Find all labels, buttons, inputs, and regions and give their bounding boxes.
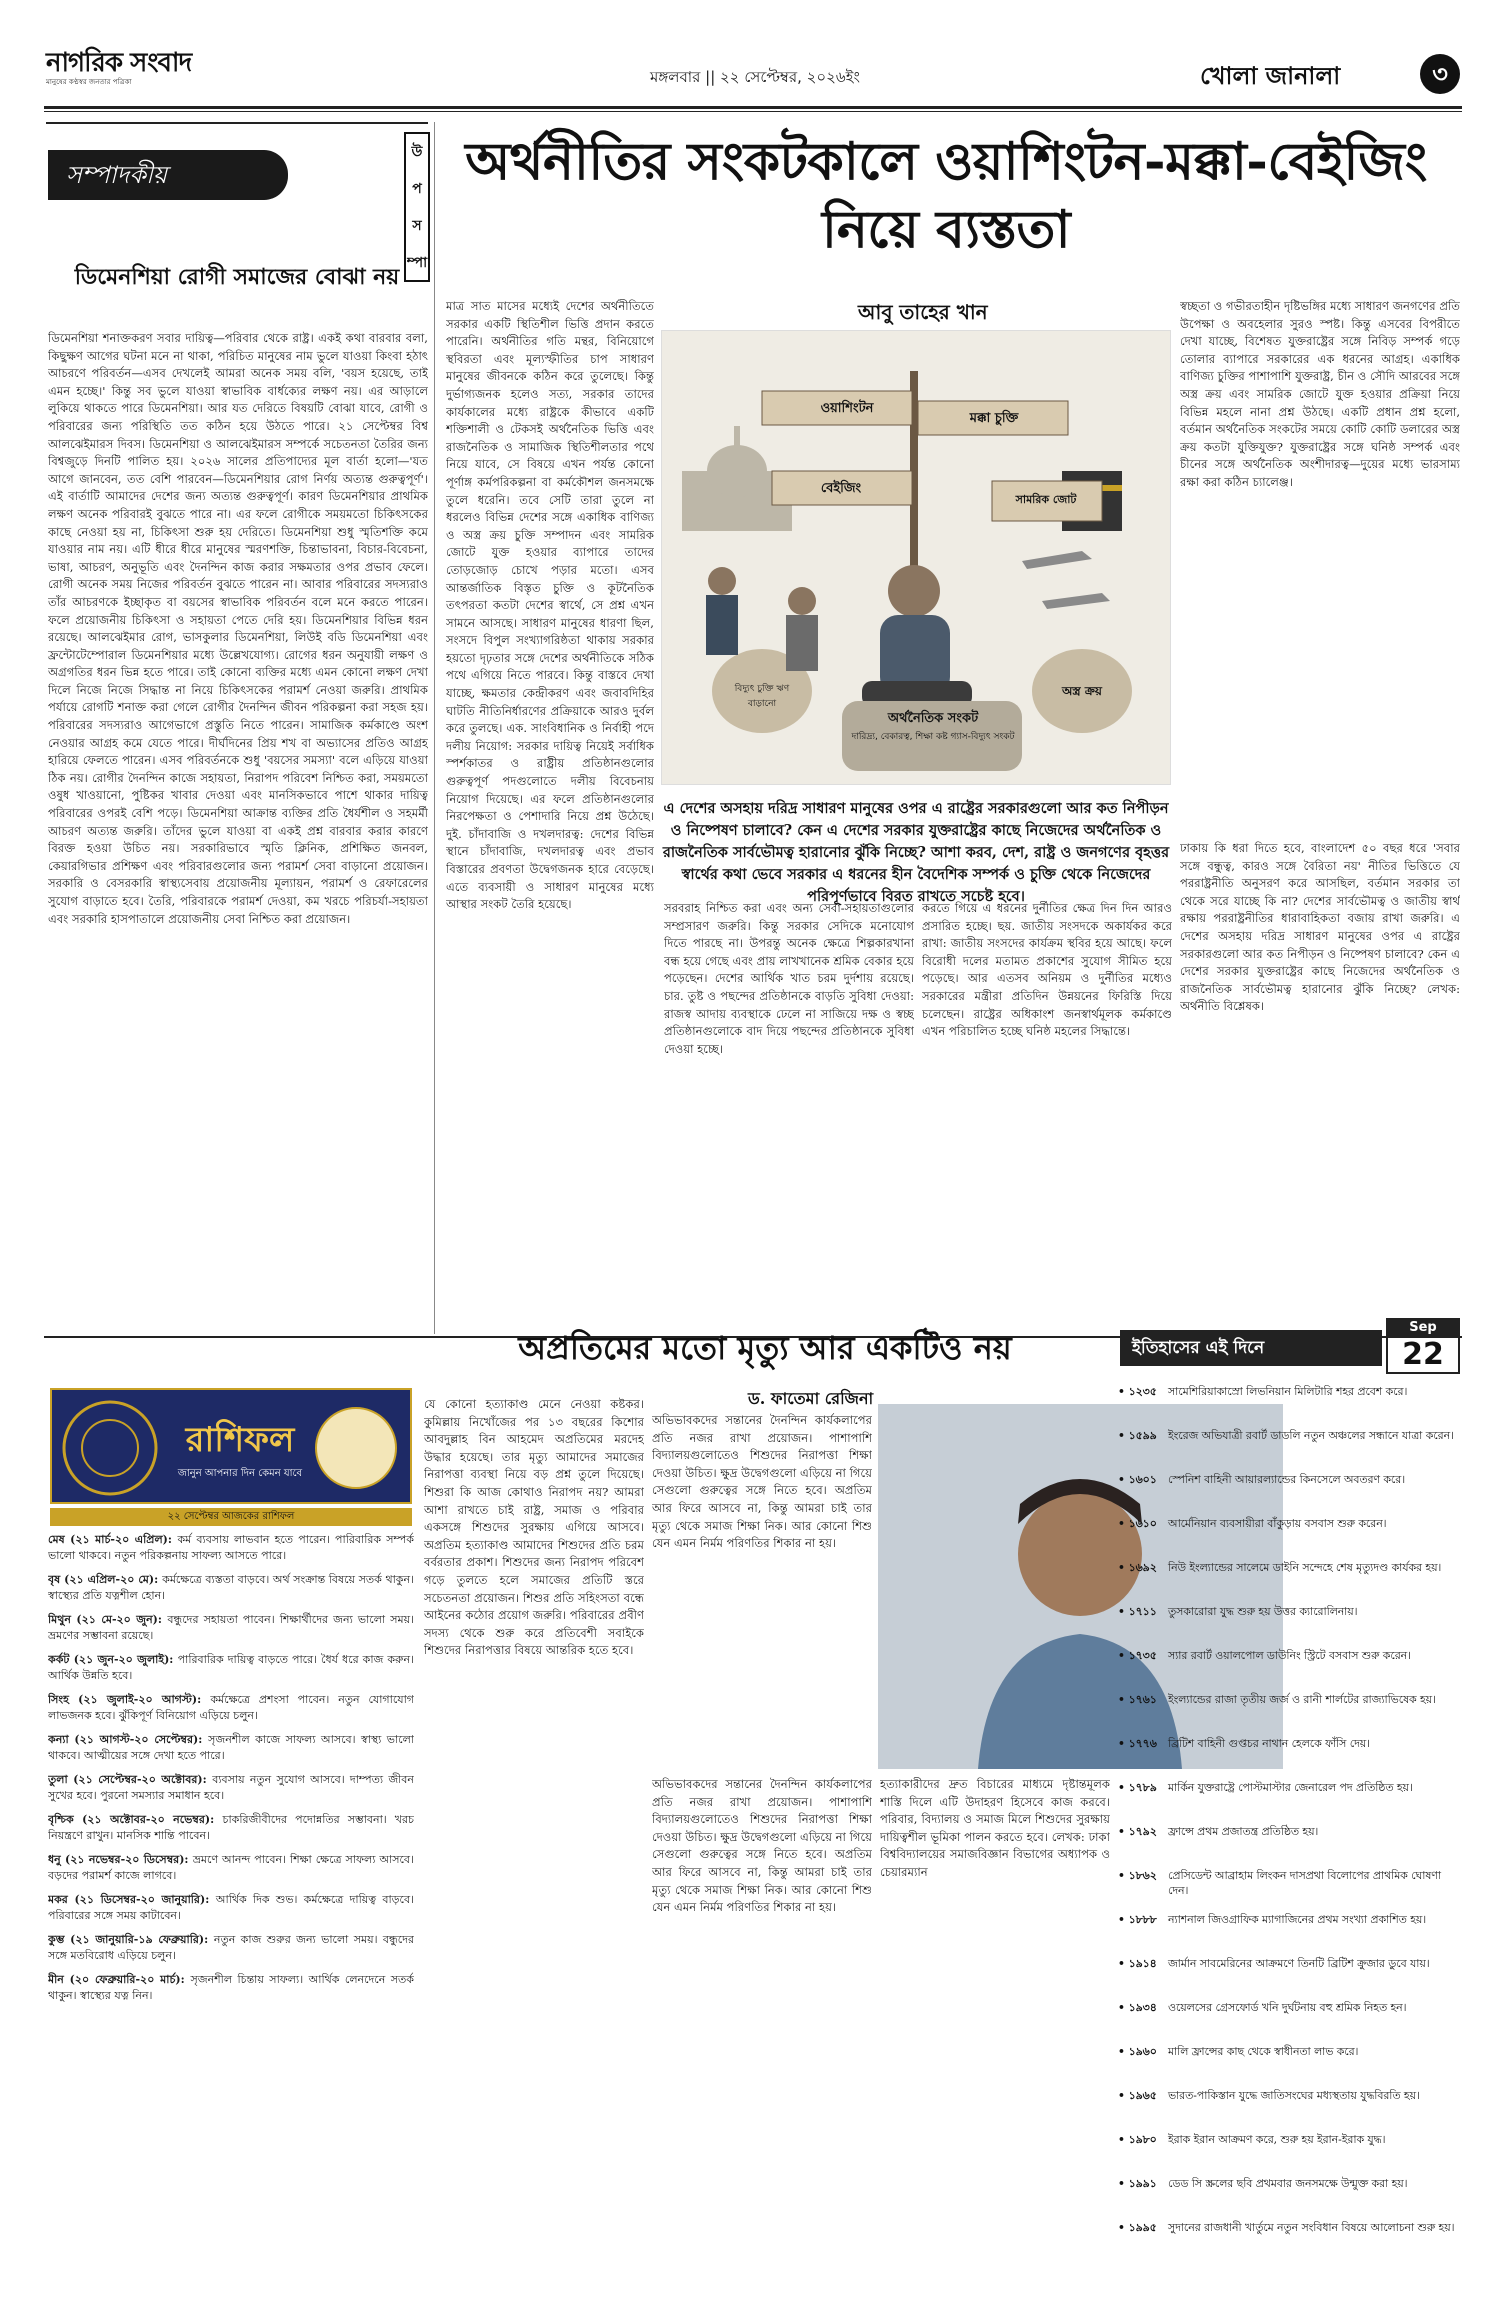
horoscope-text: সৃজনশীল কাজে সাফল্য আসবে। স্বাস্থ্য ভালো থাকবে। আত্মীয়ের সঙ্গে দেখা হতে পারে। bbox=[48, 1733, 414, 1762]
zodiac-sign: মকর (২১ ডিসেম্বর-২০ জানুয়ারি): bbox=[48, 1893, 216, 1906]
horoscope-entry bbox=[48, 1852, 414, 1884]
horoscope-text: কর্মক্ষেত্রে প্রশংসা পাবেন। নতুন যোগাযোগ লাভজনক হবে। ঝুঁকিপূর্ণ বিনিয়োগ এড়িয়ে চলুন। bbox=[48, 1693, 414, 1722]
zodiac-sign: মীন (২০ ফেব্রুয়ারি-২০ মার্চ): bbox=[48, 1973, 191, 1986]
logo-slogan: মানুষের কণ্ঠস্বর জনতার পত্রিকা bbox=[46, 78, 132, 86]
horoscope-entry bbox=[48, 1892, 414, 1924]
official-figure bbox=[708, 567, 736, 595]
history-text: স্পেনিশ বাহিনী আয়ারল্যান্ডের কিনসেলে অবতরণ করে। bbox=[1168, 1473, 1406, 1486]
editorial-top-rule bbox=[46, 122, 428, 124]
second-col-3: হত্যাকারীদের দ্রুত বিচারের মাধ্যমে দৃষ্টান্তমূলক শাস্তি দিলে এটি উদাহরণ হিসেবে কাজ করবে। পরিবার, বিদ্যালয় ও সমাজ মিলে শিশুদের সুরক্ষায় দায়িত্বশীল ভূমিকা পালন করতে হবে। লেখক: ঢাকা বিশ্ববিদ্যালয়ের সমাজবিজ্ঞান বিভাগের অধ্যাপক ও চেয়ারম্যান bbox=[880, 1777, 1110, 1879]
masthead-rule-thin bbox=[44, 111, 1462, 112]
second-col-1: যে কোনো হত্যাকাণ্ড মেনে নেওয়া কষ্টকর। কুমিল্লায় নিখোঁজের পর ১৩ বছরের কিশোর আবদুল্লাহ বিন আহমেদ অপ্রতিমের মরদেহ উদ্ধার হয়েছে। তার মৃত্যু আমাদের সমাজের নিরাপত্তা ব্যবস্থা নিয়ে বড় প্রশ্ন তুলে দিয়েছে। শিশুরা কি আজ কোথাও নিরাপদ নয়? আমরা আশা রাখতে চাই রাষ্ট্র, সমাজ ও পরিবার একসঙ্গে শিশুদের সুরক্ষায় এগিয়ে আসবে। অপ্রতিম হত্যাকাণ্ড আমাদের শিশুদের প্রতি চরম বর্বরতার প্রকাশ। শিশুদের জন্য নিরাপদ পরিবেশ গড়ে তুলতে হলে সমাজের প্রতিটি স্তরে সচেতনতা প্রয়োজন। শিশুর প্রতি সহিংসতা বন্ধে আইনের কঠোর প্রয়োগ জরুরি। পরিবারের প্রবীণ সদস্য থেকে শুরু করে প্রতিবেশী সবাইকে শিশুদের নিরাপত্তার বিষয়ে আন্তরিক হতে হবে। bbox=[424, 1397, 644, 1658]
history-text: মালি ফ্রান্সের কাছ থেকে স্বাধীনতা লাভ করে। bbox=[1168, 2045, 1359, 2058]
history-event bbox=[1118, 2220, 1462, 2235]
main-col-2: সরবরাহ নিশ্চিত করা এবং অন্য সেবা-সহায়তাগুলোর সম্প্রসারণ জরুরি। কিন্তু সরকার সেদিকে মনোযোগ দিতে পারছে না। উপরন্তু অনেক ক্ষেত্রে শিল্পকারখানা বন্ধ হয়ে গেছে এবং প্রায় লাখখানেক শ্রমিক বেকার হয়ে পড়েছেন। দেশের আর্থিক খাত চরম দুর্দশায় রয়েছে। চার. তুষ্ট ও পছন্দের প্রতিষ্ঠানকে বাড়তি সুবিধা দেওয়া: রাজস্ব আদায় ব্যবস্থাকে ঢেলে না সাজিয়ে দক্ষ ও স্বচ্ছ প্রতিষ্ঠানগুলোকে বাদ দিয়ে পছন্দের প্রতিষ্ঠানকে সুবিধা দেওয়া হচ্ছে। bbox=[664, 901, 914, 1056]
main-col-3: করতে গিয়ে এ ধরনের দুর্নীতির ক্ষেত্র দিন দিন আরও প্রসারিত হচ্ছে। ছয়. জাতীয় সংসদকে অকার্যকর করে রাখা: জাতীয় সংসদের কার্যক্রম স্থবির হয়ে আছে। ফলে বিরোধী দলের মতামত প্রকাশের সুযোগ সীমিত হয়ে পড়েছে। আর এতসব অনিয়ম ও দুর্নীতির মধ্যেও সরকারের মন্ত্রীরা প্রতিদিন উন্নয়নের ফিরিস্তি দিয়ে চলেছেন। রাষ্ট্রের অধিকাংশ জনস্বার্থমূলক কর্মকাণ্ডে এখন পরিচালিত হচ্ছে ঘনিষ্ঠ মহলের সিদ্ধান্তে। bbox=[922, 901, 1172, 1039]
sign-label: বেইজিং bbox=[820, 481, 862, 496]
history-text: ইংল্যান্ডের রাজা তৃতীয় জর্জ ও রানী শার্লটের রাজ্যাভিষেক হয়। bbox=[1168, 1693, 1436, 1706]
history-event bbox=[1118, 1692, 1462, 1707]
calendar-month: Sep bbox=[1388, 1320, 1458, 1336]
calendar-day: 22 bbox=[1402, 1337, 1444, 1372]
bag-label: অস্ত্র ক্রয় bbox=[1062, 684, 1102, 698]
history-event bbox=[1118, 1560, 1462, 1575]
history-event bbox=[1118, 2176, 1462, 2191]
main-headline: অর্থনীতির সংকটকালে ওয়াশিংটন-মক্কা-বেইজিং নিয়ে ব্যস্ততা bbox=[465, 131, 1427, 260]
page-number: ৩ bbox=[1420, 54, 1460, 94]
second-col-2: অভিভাবকদের সন্তানের দৈনন্দিন কার্যকলাপের প্রতি নজর রাখা প্রয়োজন। পাশাপাশি বিদ্যালয়গুলোতেও শিশুদের নিরাপত্তা শিক্ষা দেওয়া উচিত। ক্ষুদ্র উদ্বেগগুলো এড়িয়ে না গিয়ে সেগুলো গুরুত্বের সঙ্গে নিতে হবে। অপ্রতিম আর ফিরে আসবে না, কিন্তু আমরা চাই তার মৃত্যু থেকে সমাজ শিক্ষা নিক। আর কোনো শিশু যেন এমন নির্মম পরিণতির শিকার না হয়। bbox=[652, 1413, 872, 1551]
horoscope-text: আর্থিক দিক শুভ। কর্মক্ষেত্রে দায়িত্ব বাড়বে। পরিবারের সঙ্গে সময় কাটাবেন। bbox=[48, 1893, 414, 1922]
editorial-headline: ডিমেনশিয়া রোগী সমাজের বোঝা নয় bbox=[74, 264, 400, 290]
tag-letter: ম্পা bbox=[406, 255, 428, 271]
tag-letter: স bbox=[412, 218, 422, 234]
history-year: • ১৯৯৫ bbox=[1118, 2221, 1157, 2234]
main-illustration bbox=[661, 330, 1171, 785]
history-year: • ১৭৬১ bbox=[1118, 1693, 1157, 1706]
history-event bbox=[1118, 1956, 1462, 1971]
zodiac-sign: তুলা (২১ সেপ্টেম্বর-২০ অক্টোবর): bbox=[48, 1773, 213, 1786]
history-event bbox=[1118, 2044, 1462, 2059]
sign-label: মক্কা চুক্তি bbox=[969, 411, 1019, 426]
sign-label: সামরিক জোট bbox=[1015, 493, 1077, 506]
history-event bbox=[1118, 1604, 1462, 1619]
newspaper-logo bbox=[46, 48, 200, 100]
history-event bbox=[1118, 1780, 1462, 1795]
history-text: ওয়েলসের গ্রেসফোর্ড খনি দুর্ঘটনায় বহু শ্রমিক নিহত হন। bbox=[1168, 2001, 1407, 2014]
horoscope-text: কর্মক্ষেত্রে ব্যস্ততা বাড়বে। অর্থ সংক্রান্ত বিষয়ে সতর্ক থাকুন। স্বাস্থ্যের প্রতি যত্নশীল হোন। bbox=[48, 1573, 414, 1602]
history-event bbox=[1118, 1384, 1462, 1399]
editorial-banner: সম্পাদকীয় bbox=[48, 150, 288, 200]
history-year: • ১৯১৪ bbox=[1118, 1957, 1157, 1970]
zodiac-sign: ধনু (২১ নভেম্বর-২০ ডিসেম্বর): bbox=[48, 1853, 193, 1866]
history-text: সুদানের রাজধানী খার্তুমে নতুন সংবিধান বিষয়ে আলোচনা শুরু হয়। bbox=[1168, 2221, 1455, 2234]
stone-sublabel: দারিদ্র্য, বেকারত্ব, শিক্ষা কষ্ট গ্যাস-বিদ্যুৎ সংকট bbox=[851, 732, 1015, 742]
second-headline: অপ্রতিমের মতো মৃত্যু আর একটিও নয় bbox=[518, 1329, 1012, 1367]
history-text: ডেড সি স্ক্রলের ছবি প্রথমবার জনসমক্ষে উন্মুক্ত করা হয়। bbox=[1168, 2177, 1408, 2190]
history-year: • ১৭৭৬ bbox=[1118, 1737, 1157, 1750]
history-text: ইংরেজ অভিযাত্রী রবার্ট ডাডলি নতুন অঞ্চলের সন্ধানে যাত্রা করেন। bbox=[1168, 1429, 1454, 1442]
horoscope-text: ব্যবসায় নতুন সুযোগ আসবে। দাম্পত্য জীবন সুখের হবে। পুরনো সমস্যার সমাধান হবে। bbox=[48, 1773, 414, 1802]
history-text: ফ্রান্সে প্রথম প্রজাতন্ত্র প্রতিষ্ঠিত হয়। bbox=[1168, 1825, 1319, 1838]
horoscope-text: নতুন কাজ শুরুর জন্য ভালো সময়। বন্ধুদের সঙ্গে মতবিরোধ এড়িয়ে চলুন। bbox=[48, 1933, 414, 1962]
history-event bbox=[1118, 2088, 1462, 2103]
history-text: সামেশিরিয়াকাস্রো লিভনিয়ান মিলিটারি শহর প্রবেশ করে। bbox=[1168, 1385, 1408, 1398]
horoscope-text: চাকরিজীবীদের পদোন্নতির সম্ভাবনা। খরচ নিয়ন্ত্রণে রাখুন। মানসিক শান্তি পাবেন। bbox=[48, 1813, 414, 1842]
history-event bbox=[1118, 1824, 1462, 1839]
zodiac-sign: মিথুন (২১ মে-২০ জুন): bbox=[48, 1613, 168, 1626]
history-year: • ১৬১০ bbox=[1118, 1517, 1157, 1530]
horoscope-entry bbox=[48, 1532, 414, 1564]
zodiac-sign: কর্কট (২১ জুন-২০ জুলাই): bbox=[48, 1653, 178, 1666]
masthead-rule bbox=[44, 106, 1462, 109]
horoscope-entry bbox=[48, 1572, 414, 1604]
date-line: মঙ্গলবার || ২২ সেপ্টেম্বর, ২০২৬ইং bbox=[650, 68, 860, 86]
history-year: • ১৭১১ bbox=[1118, 1605, 1157, 1618]
history-year: • ১৯৩৪ bbox=[1118, 2001, 1157, 2014]
horoscope-entry bbox=[48, 1812, 414, 1844]
horoscope-text: পারিবারিক দায়িত্ব বাড়তে পারে। ধৈর্য ধরে কাজ করুন। আর্থিক উন্নতি হবে। bbox=[48, 1653, 414, 1682]
history-text: ইরাক ইরান আক্রমণ করে, শুরু হয় ইরান-ইরাক যুদ্ধ। bbox=[1168, 2133, 1386, 2146]
zodiac-sign: সিংহ (২১ জুলাই-২০ আগস্ট): bbox=[48, 1693, 211, 1706]
horoscope-entry bbox=[48, 1692, 414, 1724]
horoscope-text: কর্ম ব্যবসায় লাভবান হতে পারেন। পারিবারিক সম্পর্ক ভালো থাকবে। নতুন পরিকল্পনায় সাফল্য আসতে পারে। bbox=[48, 1533, 414, 1562]
section-title: খোলা জানালা bbox=[1200, 62, 1341, 90]
sign-label: ওয়াশিংটন bbox=[820, 401, 874, 416]
horoscope-entry bbox=[48, 1932, 414, 1964]
history-event bbox=[1118, 1648, 1462, 1663]
official-figure bbox=[788, 587, 816, 615]
horoscope-strip: ২২ সেপ্টেম্বর আজকের রাশিফল bbox=[50, 1508, 412, 1526]
logo-text: নাগরিক সংবাদ bbox=[46, 48, 192, 78]
history-event bbox=[1118, 1516, 1462, 1531]
history-text: মার্কিন যুক্তরাষ্ট্রে পোস্টমাস্টার জেনারেল পদ প্রতিষ্ঠিত হয়। bbox=[1168, 1781, 1413, 1794]
zodiac-sign: বৃষ (২১ এপ্রিল-২০ মে): bbox=[48, 1573, 163, 1586]
tag-letter: উ bbox=[411, 144, 423, 160]
history-text: স্যার রবার্ট ওয়ালপোল ডাউনিং স্ট্রিটে বসবাস শুরু করেন। bbox=[1168, 1649, 1411, 1662]
history-text: আর্মেনিয়ান ব্যবসায়ীরা বাঁকুড়ায় বসবাস শুরু করেন। bbox=[1168, 1517, 1387, 1530]
history-text: ন্যাশনাল জিওগ্রাফিক ম্যাগাজিনের প্রথম সংখ্যা প্রকাশিত হয়। bbox=[1168, 1913, 1427, 1926]
zodiac-sign: কন্যা (২১ আগস্ট-২০ সেপ্টেম্বর): bbox=[48, 1733, 209, 1746]
section-tag-vertical bbox=[404, 132, 430, 282]
history-text: তুসকারোরা যুদ্ধ শুরু হয় উত্তর ক্যারোলিনায়। bbox=[1168, 1605, 1358, 1618]
horoscope-subtitle: জানুন আপনার দিন কেমন যাবে bbox=[177, 1468, 303, 1479]
history-year: • ১৯৬৫ bbox=[1118, 2089, 1157, 2102]
history-year: • ১৫৯৯ bbox=[1118, 1429, 1157, 1442]
second-byline: ড. ফাতেমা রেজিনা bbox=[748, 1389, 874, 1408]
editorial-body: ডিমেনশিয়া শনাক্তকরণ সবার দায়িত্ব—পরিবার থেকে রাষ্ট্র। একই কথা বারবার বলা, কিছুক্ষণ আগের ঘটনা মনে না থাকা, পরিচিত মানুষের নাম ভুলে যাওয়া কিংবা হঠাৎ আচরণে পরিবর্তন—এসব দেখলেই আমরা অনেক সময় বলি, 'বয়স হয়েছে, তাই এমন হচ্ছে।' কিন্তু সব ভুলে যাওয়া স্বাভাবিক বার্ধক্যের লক্ষণ নয়। এর আড়ালে লুকিয়ে থাকতে পারে ডিমেনশিয়া। আর যত দেরিতে বিষয়টি বোঝা যাবে, রোগী ও পরিবারের জন্য পরিস্থিতি তত কঠিন হয়ে উঠতে পারে। ২১ সেপ্টেম্বর বিশ্ব আলঝেইমারস দিবস। ডিমেনশিয়া ও আলঝেইমারস সম্পর্কে সচেতনতা তৈরির জন্য বিশ্বজুড়ে দিনটি পালিত হয়। ২০২৬ সালের প্রতিপাদ্যের মূল বার্তা হলো—'যত আগে জানবেন, তত বেশি পারবেন—ডিমেনশিয়ার রোগ নির্ণয় অত্যন্ত গুরুত্বপূর্ণ'। এই বার্তাটি আমাদের দেশের জন্য অত্যন্ত গুরুত্বপূর্ণ। কারণ ডিমেনশিয়ার প্রাথমিক লক্ষণ অনেক পরিবারই বুঝতে পারে না। এর ফলে রোগীকে সময়মতো চিকিৎসকের কাছে নেওয়া হয় না, চিকিৎসা শুরু হয় দেরিতে। ডিমেনশিয়া শুধু স্মৃতিশক্তি কমে যাওয়ার নাম নয়। এটি ধীরে ধীরে মানুষের স্মরণশক্তি, চিন্তাভাবনা, বিচার-বিবেচনা, ভাষা, আচরণ, অনুভূতি এবং দৈনন্দিন কাজ করার সক্ষমতার ওপর প্রভাব ফেলে। রোগী অনেক সময় নিজের পরিবর্তন বুঝতে পারেন না। আবার পরিবারের সদস্যরাও তাঁর আচরণকে ইচ্ছাকৃত বা বয়সের স্বাভাবিক পরিবর্তন বলে মনে করতে পারেন। ফলে প্রয়োজনীয় চিকিৎসা ও সহায়তা পেতে দেরি হয়। ডিমেনশিয়ার বিভিন্ন ধরন রয়েছে। আলঝেইমার রোগ, ভাসকুলার ডিমেনশিয়া, লিউই বডি ডিমেনশিয়া এবং ফ্রন্টোটেম্পোরাল ডিমেনশিয়ার মধ্যে উল্লেখযোগ্য। রোগের ধরন অনুযায়ী লক্ষণ ও অগ্রগতির ধরন ভিন্ন হতে পারে। তাই কোনো ব্যক্তির মধ্যে এমন কোনো লক্ষণ দেখা দিলে নিজে নিজে সিদ্ধান্ত না নিয়ে চিকিৎসকের পরামর্শ নেওয়া জরুরি। প্রাথমিক পর্যায়ে রোগটি শনাক্ত করা গেলে রোগীর দৈনন্দিন জীবন পরিকল্পনা করা সহজ হয়। পরিবারের সদস্যরাও আগেভাগে প্রস্তুতি নিতে পারেন। সামাজিক কর্মকাণ্ডে অংশ নেওয়ার আগ্রহ কমে যেতে পারে। দীর্ঘদিনের প্রিয় শখ বা অভ্যাসের প্রতিও আগ্রহ হারিয়ে ফেলতে পারেন। এসব পরিবর্তনকে শুধু 'বয়সের সমস্যা' বলে এড়িয়ে যাওয়া ঠিক নয়। রোগীর দৈনন্দিন কাজে সহায়তা, নিরাপদ পরিবেশ নিশ্চিত করা, সময়মতো ওষুধ খাওয়ানো, পুষ্টিকর খাবার দেওয়া এবং মানসিকভাবে পাশে থাকার দায়িত্ব পরিবারের ওপরই বেশি পড়ে। ডিমেনশিয়া আক্রান্ত ব্যক্তির প্রতি ধৈর্যশীল ও সহমর্মী আচরণ অত্যন্ত জরুরি। তাঁদের ভুলে যাওয়া বা একই প্রশ্ন বারবার করার কারণে বিরক্ত হওয়া উচিত নয়। সরকারিভাবে স্মৃতি ক্লিনিক, প্রশিক্ষিত জনবল, কেয়ারগিভার প্রশিক্ষণ এবং পরিবারগুলোর জন্য পরামর্শ সেবা বাড়ানো প্রয়োজন। সরকারি ও বেসরকারি স্বাস্থ্যসেবায় প্রয়োজনীয় মূল্যায়ন, পরামর্শ ও রেফারেলের সুযোগ বাড়াতে হবে। তৈরি, পরিবারকে পরামর্শ দেওয়া, কম খরচে পরিচর্যা-সহায়তা এবং সরকারি হাসপাতালে প্রয়োজনীয় সেবা নিশ্চিত করা প্রয়োজন। bbox=[48, 331, 428, 926]
second-col-2b: অভিভাবকদের সন্তানের দৈনন্দিন কার্যকলাপের প্রতি নজর রাখা প্রয়োজন। পাশাপাশি বিদ্যালয়গুলোতেও শিশুদের নিরাপত্তা শিক্ষা দেওয়া উচিত। ক্ষুদ্র উদ্বেগগুলো এড়িয়ে না গিয়ে সেগুলো গুরুত্বের সঙ্গে নিতে হবে। অপ্রতিম আর ফিরে আসবে না, কিন্তু আমরা চাই তার মৃত্যু থেকে সমাজ শিক্ষা নিক। আর কোনো শিশু যেন এমন নির্মম পরিণতির শিকার না হয়। bbox=[652, 1777, 872, 1915]
horoscope-entry bbox=[48, 1772, 414, 1804]
bag-label: বিদ্যুৎ চুক্তি ঋণ বাড়ানো bbox=[734, 684, 790, 709]
main-col-1: মাত্র সাত মাসের মধ্যেই দেশের অর্থনীতিতে সরকার একটি স্থিতিশীল ভিত্তি প্রদান করতে পারেনি। অর্থনীতির গতি মন্থর, বিনিয়োগে স্থবিরতা এবং মূল্যস্ফীতির চাপ সাধারণ মানুষের জীবনকে কঠিন করে তুলেছে। কিন্তু দুর্ভাগ্যজনক হলেও সত্য, সরকার তাদের কার্যকালের মধ্যে রাষ্ট্রকে কীভাবে একটি শক্তিশালী ও টেকসই অর্থনৈতিক ভিত্তি এবং রাজনৈতিক ও সামাজিক স্থিতিশীলতার পথে নিয়ে যাবে, সে বিষয়ে এখন পর্যন্ত কোনো পূর্ণাঙ্গ কর্মপরিকল্পনা বা কর্মকৌশল জনসমক্ষে তুলে ধরেনি। তবে সেটি তারা তুলে না ধরলেও বিভিন্ন দেশের সঙ্গে একাধিক বাণিজ্য ও অস্ত্র ক্রয় চুক্তি সম্পাদন এবং সামরিক জোটে যুক্ত হওয়ার ব্যাপারে তাদের তোড়জোড় চোখে পড়ার মতো। এসব আন্তর্জাতিক বিস্তৃত চুক্তি ও কূটনৈতিক তৎপরতা কতটা দেশের স্বার্থে, সে প্রশ্ন এখন সামনে আসছে। সাধারণ মানুষের ধারণা ছিল, সংসদে বিপুল সংখ্যাগরিষ্ঠতা থাকায় সরকার হয়তো দৃঢ়তার সঙ্গে দেশের অর্থনীতিকে সঠিক পথে এগিয়ে নিতে পারবে। কিন্তু বাস্তবে দেখা যাচ্ছে, ক্ষমতার কেন্দ্রীকরণ এবং জবাবদিহির ঘাটতি নীতিনির্ধারণের প্রক্রিয়াকে আরও দুর্বল করে তুলছে। এক. সাংবিধানিক ও নির্বাহী পদে দলীয় নিয়োগ: সরকার দায়িত্ব নিয়েই সর্বাধিক স্পর্শকাতর ও রাষ্ট্রীয় প্রতিষ্ঠানগুলোর গুরুত্বপূর্ণ পদগুলোতে দলীয় বিবেচনায় নিয়োগ দিয়েছে। এর ফলে প্রতিষ্ঠানগুলোর নিরপেক্ষতা ও পেশাদারি নিয়ে প্রশ্ন উঠেছে। দুই. চাঁদাবাজি ও দখলদারত্ব: দেশের বিভিন্ন স্থানে চাঁদাবাজি, দখলদারত্ব এবং প্রভাব বিস্তারের প্রবণতা উদ্বেগজনক হারে বেড়েছে। এতে ব্যবসায়ী ও সাধারণ মানুষের মধ্যে আস্থার সংকট তৈরি হয়েছে। bbox=[446, 299, 654, 912]
history-year: • ১৮৬২ bbox=[1118, 1869, 1157, 1882]
history-text: জার্মান সাবমেরিনের আক্রমণে তিনটি ব্রিটিশ ক্রুজার ডুবে যায়। bbox=[1168, 1957, 1430, 1970]
history-text: ব্রিটিশ বাহিনী গুপ্তচর নাথান হেলকে ফাঁসি দেয়। bbox=[1168, 1737, 1371, 1750]
zodiac-sign: বৃশ্চিক (২১ অক্টোবর-২০ নভেম্বর): bbox=[48, 1813, 223, 1826]
main-byline: আবু তাহের খান bbox=[858, 300, 988, 324]
calendar-icon bbox=[1386, 1318, 1460, 1374]
horoscope-list bbox=[48, 1532, 414, 2272]
history-event bbox=[1118, 1428, 1462, 1443]
history-event bbox=[1118, 1472, 1462, 1487]
horoscope-text: সৃজনশীল চিন্তায় সাফল্য। আর্থিক লেনদেনে সতর্ক থাকুন। স্বাস্থ্যের যত্ন নিন। bbox=[48, 1973, 414, 2002]
history-text: প্রেসিডেন্ট আব্রাহাম লিংকন দাসপ্রথা বিলোপের প্রাথমিক ঘোষণা দেন। bbox=[1168, 1869, 1441, 1898]
history-year: • ১৯৬০ bbox=[1118, 2045, 1157, 2058]
horoscope-entry bbox=[48, 1612, 414, 1644]
history-year: • ১৬০১ bbox=[1118, 1473, 1157, 1486]
history-year: • ১৯৯১ bbox=[1118, 2177, 1157, 2190]
history-year: • ১২৩৫ bbox=[1118, 1385, 1157, 1398]
horoscope-title: রাশিফল bbox=[185, 1420, 295, 1460]
history-year: • ১৭৮৯ bbox=[1118, 1781, 1157, 1794]
history-event bbox=[1118, 1912, 1462, 1927]
history-year: • ১৬৯২ bbox=[1118, 1561, 1157, 1574]
history-year: • ১৭৩৫ bbox=[1118, 1649, 1157, 1662]
horoscope-text: ভ্রমণে আনন্দ পাবেন। শিক্ষা ক্ষেত্রে সাফল্য আসবে। বড়দের পরামর্শ কাজে লাগবে। bbox=[48, 1853, 414, 1882]
tag-letter: প bbox=[412, 181, 422, 197]
history-event bbox=[1118, 1736, 1462, 1751]
history-year: • ১৮৮৮ bbox=[1118, 1913, 1157, 1926]
column-divider bbox=[434, 122, 435, 1334]
history-text: নিউ ইংল্যান্ডের সালেমে ডাইনি সন্দেহে শেষ মৃত্যুদণ্ড কার্যকর হয়। bbox=[1168, 1561, 1442, 1574]
zodiac-sign: কুম্ভ (২১ জানুয়ারি-১৯ ফেব্রুয়ারি): bbox=[48, 1933, 214, 1946]
zodiac-sign: মেষ (২১ মার্চ-২০ এপ্রিল): bbox=[48, 1533, 178, 1546]
history-event bbox=[1118, 2132, 1462, 2147]
history-title: ইতিহাসের এই দিনে bbox=[1120, 1330, 1382, 1366]
main-pullquote: এ দেশের অসহায় দরিদ্র সাধারণ মানুষের ওপর এ রাষ্ট্রের সরকারগুলো আর কত নিপীড়ন ও নিষ্পেষণ চালাবে? কেন এ দেশের সরকার যুক্তরাষ্ট্রের কাছে নিজেদের অর্থনৈতিক ও রাজনৈতিক সার্বভৌমত্ব হারানোর ঝুঁকি নিচ্ছে? আশা করব, দেশ, রাষ্ট্র ও জনগণের বৃহত্তর স্বার্থের কথা ভেবে সরকার এ ধরনের হীন বৈদেশিক সম্পর্ক ও চুক্তি থেকে নিজেদের পরিপূর্ণভাবে বিরত রাখতে সচেষ্ট হবে। bbox=[662, 800, 1170, 905]
history-event bbox=[1118, 1868, 1462, 1898]
main-col-4: স্বচ্ছতা ও গভীরতাহীন দৃষ্টিভঙ্গির মধ্যে সাধারণ জনগণের প্রতি উপেক্ষা ও অবহেলার সুরও স্পষ্ট। কিন্তু এসবের বিপরীতে দেখা যাচ্ছে, বিশেষত যুক্তরাষ্ট্রের সঙ্গে নিবিড় সম্পর্ক গড়ে তোলার ব্যাপারে সরকারের এক ধরনের আগ্রহ। একাধিক বাণিজ্য চুক্তির পাশাপাশি যুক্তরাষ্ট্র, চীন ও সৌদি আরবের সঙ্গে অস্ত্র ক্রয় এবং সামরিক জোটে যুক্ত হওয়ার প্রক্রিয়া নিয়ে বিভিন্ন মহলে নানা প্রশ্ন উঠছে। একটি প্রধান প্রশ্ন হলো, বর্তমান অর্থনৈতিক সংকটের সময়ে কোটি কোটি ডলারের অস্ত্র ক্রয় কতটা যুক্তিযুক্ত? যুক্তরাষ্ট্রের সঙ্গে ঘনিষ্ঠ সম্পর্ক এবং চীনের সঙ্গে অর্থনৈতিক অংশীদারত্ব—দুয়ের মধ্যে ভারসাম্য রক্ষা করা কঠিন চ্যালেঞ্জ। bbox=[1180, 299, 1460, 489]
history-year: • ১৯৮০ bbox=[1118, 2133, 1157, 2146]
history-text: ভারত-পাকিস্তান যুদ্ধে জাতিসংঘের মধ্যস্থতায় যুদ্ধবিরতি হয়। bbox=[1168, 2089, 1420, 2102]
horoscope-entry bbox=[48, 1652, 414, 1684]
history-year: • ১৭৯২ bbox=[1118, 1825, 1157, 1838]
history-list bbox=[1118, 1384, 1464, 2274]
history-event bbox=[1118, 2000, 1462, 2015]
main-col-5: ঢাকায় কি ধরা দিতে হবে, বাংলাদেশ ৫০ বছর ধরে 'সবার সঙ্গে বন্ধুত্ব, কারও সঙ্গে বৈরিতা নয়' নীতির ভিত্তিতে যে পররাষ্ট্রনীতি অনুসরণ করে আসছিল, বর্তমান সরকার তা থেকে সরে যাচ্ছে কি না? দেশের সার্বভৌমত্ব ও জাতীয় স্বার্থ রক্ষায় পররাষ্ট্রনীতির ধারাবাহিকতা বজায় রাখা জরুরি। এ দেশের অসহায় দরিদ্র সাধারণ মানুষের ওপর এ রাষ্ট্রের সরকারগুলো আর কত নিপীড়ন ও নিষ্পেষণ চালাবে? কেন এ দেশের সরকার যুক্তরাষ্ট্রের কাছে নিজেদের অর্থনৈতিক ও রাজনৈতিক সার্বভৌমত্ব হারানোর ঝুঁকি নিচ্ছে? লেখক: অর্থনীতি বিশ্লেষক। bbox=[1180, 841, 1460, 1014]
stone-label: অর্থনৈতিক সংকট bbox=[887, 711, 979, 726]
horoscope-entry bbox=[48, 1972, 414, 2004]
horoscope-text: বন্ধুদের সহায়তা পাবেন। শিক্ষার্থীদের জন্য ভালো সময়। ভ্রমণের সম্ভাবনা রয়েছে। bbox=[48, 1613, 414, 1642]
horoscope-entry bbox=[48, 1732, 414, 1764]
